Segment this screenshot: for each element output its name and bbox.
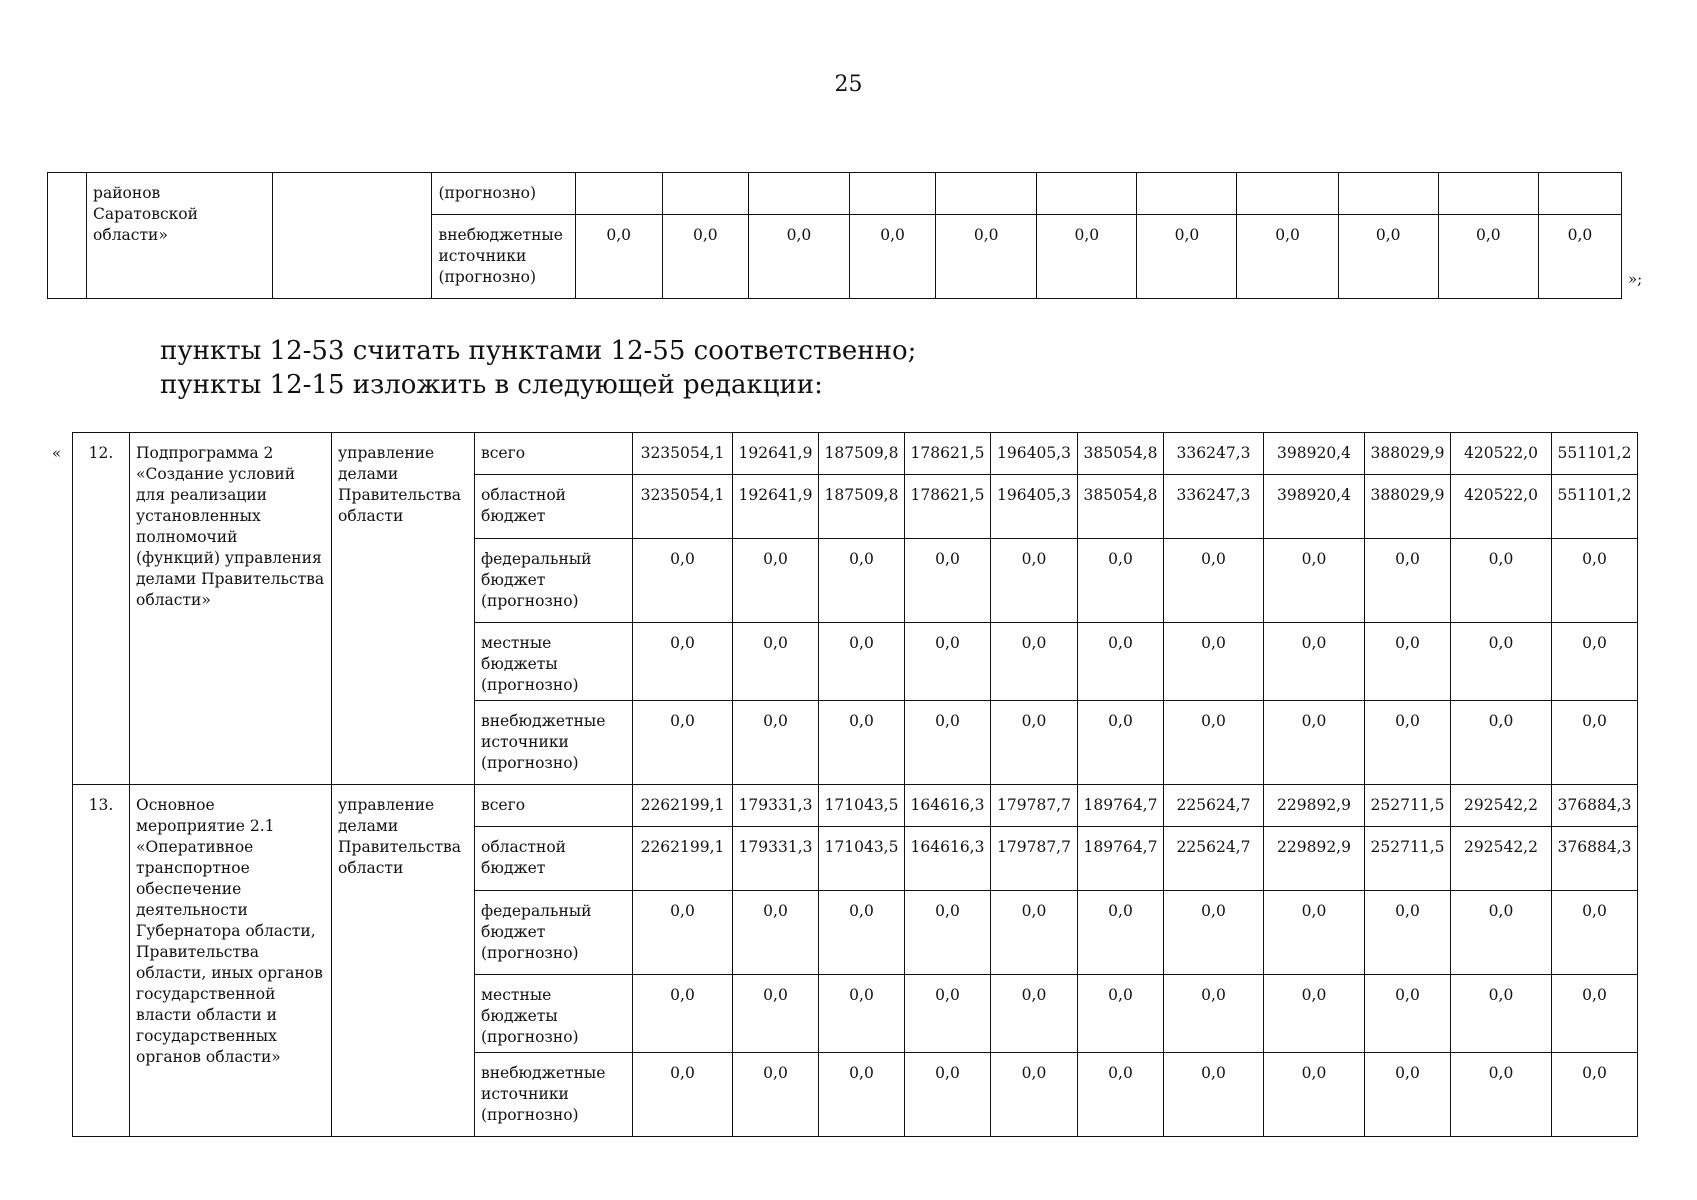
value-cell: 0,0 [1037,215,1137,299]
value-cell: 252711,5 [1365,785,1451,827]
value-cell: 0,0 [1438,215,1538,299]
value-cell: 0,0 [1538,215,1621,299]
value-cell: 388029,9 [1365,433,1451,475]
value-cell [1438,173,1538,215]
item-number-cell: 13. [73,785,130,1137]
value-cell: 0,0 [819,975,905,1053]
value-cell [1538,173,1621,215]
value-cell: 420522,0 [1451,475,1552,539]
value-cell: 0,0 [633,701,733,785]
value-cell: 292542,2 [1451,827,1552,891]
value-cell: 0,0 [1164,1053,1264,1137]
source-cell: местные бюджеты (прогнозно) [475,975,633,1053]
value-cell: 0,0 [1552,623,1638,701]
value-cell: 189764,7 [1078,827,1164,891]
value-cell: 196405,3 [991,475,1078,539]
value-cell: 2262199,1 [633,785,733,827]
value-cell: 171043,5 [819,827,905,891]
value-cell: 252711,5 [1365,827,1451,891]
value-cell: 3235054,1 [633,433,733,475]
value-cell: 0,0 [1078,701,1164,785]
value-cell: 0,0 [991,539,1078,623]
value-cell: 196405,3 [991,433,1078,475]
value-cell: 187509,8 [819,433,905,475]
value-cell: 0,0 [1078,539,1164,623]
item-name-cell: Подпрограмма 2 «Создание условий для реализации установленных полномочий (функций) управления делами Правительства области» [130,433,332,785]
value-cell: 187509,8 [819,475,905,539]
value-cell: 0,0 [991,701,1078,785]
value-cell: 0,0 [1552,539,1638,623]
value-cell [575,173,662,215]
value-cell: 0,0 [1237,215,1338,299]
source-cell: областной бюджет [475,827,633,891]
value-cell [1037,173,1137,215]
value-cell: 0,0 [1451,891,1552,975]
value-cell [662,173,748,215]
value-cell: 0,0 [733,623,819,701]
value-cell: 0,0 [905,539,991,623]
value-cell: 0,0 [1264,623,1365,701]
value-cell [1338,173,1438,215]
value-cell: 179331,3 [733,785,819,827]
paragraph-edit: пункты 12-15 изложить в следующей редакции: [160,370,823,400]
value-cell: 0,0 [819,539,905,623]
value-cell: 0,0 [633,539,733,623]
value-cell: 0,0 [1078,1053,1164,1137]
value-cell: 0,0 [905,891,991,975]
value-cell: 0,0 [1137,215,1237,299]
table-row [73,433,1638,475]
value-cell: 0,0 [733,975,819,1053]
executor-cell: управление делами Правительства области [332,433,475,785]
value-cell: 192641,9 [733,433,819,475]
value-cell: 229892,9 [1264,785,1365,827]
source-cell: внебюджетные источники (прогнозно) [475,701,633,785]
value-cell [849,173,935,215]
value-cell: 0,0 [1078,891,1164,975]
value-cell: 0,0 [1451,623,1552,701]
value-cell: 0,0 [1365,539,1451,623]
value-cell: 398920,4 [1264,433,1365,475]
value-cell: 551101,2 [1552,475,1638,539]
value-cell: 0,0 [1264,1053,1365,1137]
value-cell: 0,0 [905,1053,991,1137]
value-cell: 0,0 [1365,623,1451,701]
value-cell: 0,0 [633,975,733,1053]
source-cell: федеральный бюджет (прогнозно) [475,891,633,975]
value-cell: 0,0 [1365,701,1451,785]
value-cell: 0,0 [819,1053,905,1137]
source-cell: всего [475,433,633,475]
value-cell: 0,0 [633,891,733,975]
value-cell: 0,0 [991,1053,1078,1137]
value-cell: 0,0 [936,215,1037,299]
paragraph-renumber: пункты 12-53 считать пунктами 12-55 соответственно; [160,336,917,366]
value-cell: 292542,2 [1451,785,1552,827]
value-cell: 0,0 [662,215,748,299]
value-cell: 0,0 [633,1053,733,1137]
value-cell: 0,0 [905,975,991,1053]
value-cell: 0,0 [1164,539,1264,623]
value-cell: 385054,8 [1078,475,1164,539]
continuation-table [47,172,1622,299]
funding-table [72,432,1638,1137]
value-cell: 0,0 [1451,1053,1552,1137]
value-cell: 0,0 [1264,975,1365,1053]
value-cell: 0,0 [1164,891,1264,975]
value-cell [936,173,1037,215]
value-cell: 0,0 [733,891,819,975]
value-cell: 0,0 [1365,891,1451,975]
value-cell: 0,0 [819,623,905,701]
value-cell: 0,0 [1451,975,1552,1053]
value-cell: 164616,3 [905,827,991,891]
value-cell [748,173,849,215]
value-cell: 0,0 [905,701,991,785]
value-cell: 229892,9 [1264,827,1365,891]
value-cell: 0,0 [733,1053,819,1137]
value-cell: 178621,5 [905,433,991,475]
value-cell: 0,0 [633,623,733,701]
value-cell: 0,0 [1164,975,1264,1053]
value-cell: 0,0 [1365,975,1451,1053]
source-cell: (прогнозно) [432,173,575,215]
value-cell: 551101,2 [1552,433,1638,475]
item-name-cell: Основное мероприятие 2.1 «Оперативное транспортное обеспечение деятельности Губернатора области, Правительства области, иных органов государственной власти области и государственных органов области» [130,785,332,1137]
item-number-cell: 12. [73,433,130,785]
number-cell [48,173,87,299]
value-cell: 179331,3 [733,827,819,891]
value-cell: 385054,8 [1078,433,1164,475]
source-cell: всего [475,785,633,827]
executor-cell [273,173,432,299]
value-cell: 225624,7 [1164,827,1264,891]
value-cell: 0,0 [1164,623,1264,701]
source-cell: внебюджетные источники (прогнозно) [475,1053,633,1137]
value-cell: 0,0 [991,891,1078,975]
value-cell [1137,173,1237,215]
value-cell: 0,0 [1164,701,1264,785]
table-row [73,785,1638,827]
value-cell: 336247,3 [1164,433,1264,475]
value-cell: 0,0 [1451,539,1552,623]
executor-cell: управление делами Правительства области [332,785,475,1137]
value-cell: 0,0 [1078,623,1164,701]
value-cell: 0,0 [1264,891,1365,975]
value-cell: 192641,9 [733,475,819,539]
value-cell: 164616,3 [905,785,991,827]
value-cell: 0,0 [819,891,905,975]
value-cell: 2262199,1 [633,827,733,891]
table-row [48,173,1622,215]
program-name-cell: районов Саратовской области» [87,173,273,299]
page-number: 25 [834,72,863,97]
value-cell: 376884,3 [1552,827,1638,891]
value-cell: 0,0 [733,701,819,785]
opening-quote-mark: « [52,444,62,462]
value-cell: 420522,0 [1451,433,1552,475]
value-cell: 0,0 [1078,975,1164,1053]
value-cell [1237,173,1338,215]
value-cell: 0,0 [1451,701,1552,785]
value-cell: 0,0 [905,623,991,701]
value-cell: 388029,9 [1365,475,1451,539]
value-cell: 0,0 [1552,975,1638,1053]
value-cell: 0,0 [849,215,935,299]
value-cell: 0,0 [575,215,662,299]
value-cell: 0,0 [1264,701,1365,785]
value-cell: 376884,3 [1552,785,1638,827]
value-cell: 0,0 [1365,1053,1451,1137]
value-cell: 171043,5 [819,785,905,827]
value-cell: 0,0 [991,623,1078,701]
value-cell: 178621,5 [905,475,991,539]
closing-quote-mark: »; [1628,270,1643,288]
value-cell: 225624,7 [1164,785,1264,827]
source-cell: областной бюджет [475,475,633,539]
source-cell: местные бюджеты (прогнозно) [475,623,633,701]
value-cell: 0,0 [819,701,905,785]
value-cell: 0,0 [733,539,819,623]
value-cell: 0,0 [1552,701,1638,785]
value-cell: 179787,7 [991,785,1078,827]
value-cell: 0,0 [1264,539,1365,623]
value-cell: 3235054,1 [633,475,733,539]
value-cell: 0,0 [748,215,849,299]
source-cell: федеральный бюджет (прогнозно) [475,539,633,623]
value-cell: 0,0 [1552,891,1638,975]
value-cell: 189764,7 [1078,785,1164,827]
source-cell: внебюджетные источники (прогнозно) [432,215,575,299]
value-cell: 0,0 [991,975,1078,1053]
value-cell: 179787,7 [991,827,1078,891]
value-cell: 398920,4 [1264,475,1365,539]
value-cell: 336247,3 [1164,475,1264,539]
value-cell: 0,0 [1338,215,1438,299]
value-cell: 0,0 [1552,1053,1638,1137]
